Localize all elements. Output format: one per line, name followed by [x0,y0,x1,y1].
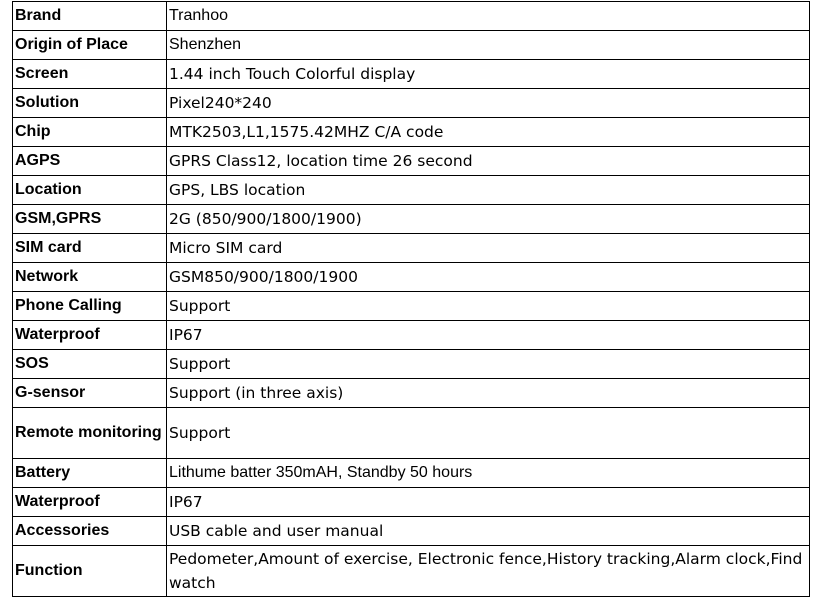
spec-label-waterproof: Waterproof [13,321,167,350]
table-row [13,488,810,517]
table-row [13,176,810,205]
table-row [13,517,810,546]
spec-label-g-sensor: G-sensor [13,379,167,408]
spec-label-accessories: Accessories [13,517,167,546]
table-row [13,118,810,147]
spec-label-agps: AGPS [13,147,167,176]
table-row [13,379,810,408]
spec-label-gsm-gprs: GSM,GPRS [13,205,167,234]
spec-value-gsm-gprs: 2G (850/900/1800/1900) [167,205,810,234]
spec-value-chip: MTK2503,L1,1575.42MHZ C/A code [167,118,810,147]
spec-value-origin: Shenzhen [167,31,810,60]
table-row [13,234,810,263]
spec-value-g-sensor: Support (in three axis) [167,379,810,408]
spec-value-phone-calling: Support [167,292,810,321]
spec-value-accessories: USB cable and user manual [167,517,810,546]
spec-label-phone-calling: Phone Calling [13,292,167,321]
spec-value-waterproof: IP67 [167,321,810,350]
table-row [13,147,810,176]
table-row [13,321,810,350]
spec-table [12,1,810,597]
table-row [13,459,810,488]
spec-label-function: Function [13,546,167,597]
spec-value-sos: Support [167,350,810,379]
spec-value-location: GPS, LBS location [167,176,810,205]
spec-label-network: Network [13,263,167,292]
table-row [13,89,810,118]
table-row [13,350,810,379]
spec-label-sos: SOS [13,350,167,379]
table-row [13,408,810,459]
table-row [13,546,810,597]
spec-label-battery: Battery [13,459,167,488]
spec-label-waterproof-2: Waterproof [13,488,167,517]
spec-value-sim-card: Micro SIM card [167,234,810,263]
table-row [13,60,810,89]
spec-label-brand: Brand [13,2,167,31]
spec-value-brand: Tranhoo [167,2,810,31]
table-row [13,292,810,321]
spec-label-solution: Solution [13,89,167,118]
spec-value-agps: GPRS Class12, location time 26 second [167,147,810,176]
spec-value-solution: Pixel240*240 [167,89,810,118]
table-row [13,31,810,60]
table-row [13,2,810,31]
spec-label-remote-monitoring: Remote monitoring [13,408,167,459]
table-row [13,205,810,234]
table-row [13,263,810,292]
spec-value-battery: Lithume batter 350mAH, Standby 50 hours [167,459,810,488]
spec-label-location: Location [13,176,167,205]
spec-value-network: GSM850/900/1800/1900 [167,263,810,292]
spec-label-screen: Screen [13,60,167,89]
spec-value-remote-monitoring: Support [167,408,810,459]
spec-value-waterproof-2: IP67 [167,488,810,517]
spec-label-sim-card: SIM card [13,234,167,263]
spec-label-origin: Origin of Place [13,31,167,60]
spec-value-function: Pedometer,Amount of exercise, Electronic fence,History tracking,Alarm clock,Find watch [167,546,810,597]
spec-value-screen: 1.44 inch Touch Colorful display [167,60,810,89]
spec-label-chip: Chip [13,118,167,147]
